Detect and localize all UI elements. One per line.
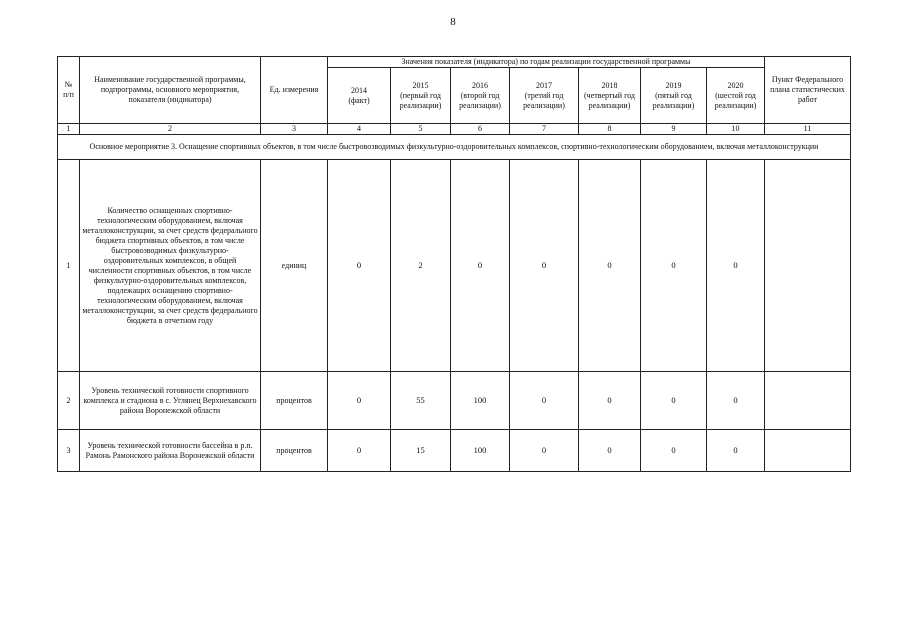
row-number: 2 <box>58 372 80 430</box>
stat-works-cell <box>765 430 851 472</box>
indicator-name: Уровень технической готовности спортивного комплекса и стадиона в с. Углянец Верхнехавского района Воронежской области <box>80 372 261 430</box>
header-year-2015: 2015 (первый год реализации) <box>391 68 451 124</box>
header-year-2019: 2019 (пятый год реализации) <box>641 68 707 124</box>
header-year-2014: 2014 (факт) <box>328 68 391 124</box>
indicator-unit: процентов <box>261 372 328 430</box>
section-row <box>58 135 851 160</box>
header-year-2020: 2020 (шестой год реализации) <box>707 68 765 124</box>
value-2018: 0 <box>579 372 641 430</box>
column-number: 5 <box>391 124 451 135</box>
header-stat-works: Пункт Федерального плана статистических работ <box>765 57 851 124</box>
row-number: 1 <box>58 160 80 372</box>
value-2014: 0 <box>328 160 391 372</box>
column-numbers-row <box>58 124 851 135</box>
column-number: 1 <box>58 124 80 135</box>
value-2014: 0 <box>328 430 391 472</box>
indicator-unit: процентов <box>261 430 328 472</box>
header-year-2016: 2016 (второй год реализации) <box>451 68 510 124</box>
page-number: 8 <box>450 16 456 28</box>
header-row-1 <box>58 57 851 68</box>
value-2020: 0 <box>707 372 765 430</box>
column-number: 11 <box>765 124 851 135</box>
value-2014: 0 <box>328 372 391 430</box>
value-2018: 0 <box>579 160 641 372</box>
row-number: 3 <box>58 430 80 472</box>
value-2020: 0 <box>707 430 765 472</box>
column-number: 4 <box>328 124 391 135</box>
indicator-name: Уровень технической готовности бассейна в р.п. Рамонь Рамонского района Воронежской области <box>80 430 261 472</box>
value-2019: 0 <box>641 372 707 430</box>
value-2019: 0 <box>641 430 707 472</box>
header-name: Наименование государственной программы, подпрограммы, основного мероприятия, показателя (индикатора) <box>80 57 261 124</box>
table-row <box>58 160 851 372</box>
table-row <box>58 430 851 472</box>
value-2015: 15 <box>391 430 451 472</box>
column-number: 9 <box>641 124 707 135</box>
value-2016: 0 <box>451 160 510 372</box>
value-2017: 0 <box>510 160 579 372</box>
column-number: 10 <box>707 124 765 135</box>
value-2020: 0 <box>707 160 765 372</box>
header-values-group: Значения показателя (индикатора) по годам реализации государственной программы <box>328 57 765 68</box>
indicators-table <box>57 56 851 472</box>
header-unit: Ед. измерения <box>261 57 328 124</box>
indicator-name: Количество оснащенных спортивно-технологическим оборудованием, включая металлоконструкции, за счет средств федерального бюджета спортивных объектов, в том числе быстровозводимых физкультурно-оздоровительных комплексов, в общей численности спортивных объектов, в том числе физкультурно-оздоровительных комплексов, подлежащих оснащению спортивно-технологическим оборудованием, включая металлоконструкции, за счет средств федерального бюджета в отчетном году <box>80 160 261 372</box>
header-year-2017: 2017 (третий год реализации) <box>510 68 579 124</box>
value-2015: 55 <box>391 372 451 430</box>
column-number: 3 <box>261 124 328 135</box>
column-number: 2 <box>80 124 261 135</box>
value-2017: 0 <box>510 372 579 430</box>
value-2019: 0 <box>641 160 707 372</box>
value-2017: 0 <box>510 430 579 472</box>
header-year-2018: 2018 (четвертый год реализации) <box>579 68 641 124</box>
indicator-unit: единиц <box>261 160 328 372</box>
value-2015: 2 <box>391 160 451 372</box>
table-row <box>58 372 851 430</box>
stat-works-cell <box>765 372 851 430</box>
column-number: 6 <box>451 124 510 135</box>
column-number: 7 <box>510 124 579 135</box>
value-2016: 100 <box>451 372 510 430</box>
section-title: Основное мероприятие 3. Оснащение спортивных объектов, в том числе быстровозводимых физкультурно-оздоровительных комплексов, спортивно-технологическим оборудованием, включая металлоконструкции <box>58 135 851 160</box>
stat-works-cell <box>765 160 851 372</box>
value-2016: 100 <box>451 430 510 472</box>
column-number: 8 <box>579 124 641 135</box>
value-2018: 0 <box>579 430 641 472</box>
header-num: № п/п <box>58 57 80 124</box>
